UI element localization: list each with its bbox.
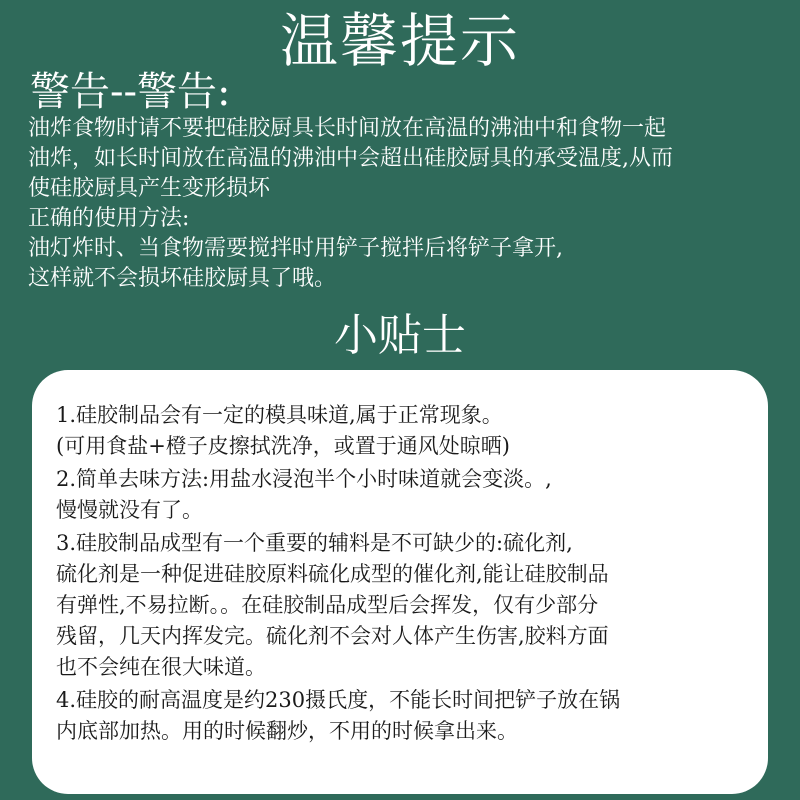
tip-line: 2.简单去味方法:用盐水浸泡半个小时味道就会变淡。, xyxy=(56,467,552,491)
tip-item-3 xyxy=(56,528,756,683)
tip-line: (可用食盐+橙子皮擦拭洗净，或置于通风处晾晒) xyxy=(56,434,510,458)
tip-line: 也不会纯在很大味道。 xyxy=(56,655,266,679)
page-title: 温馨提示 xyxy=(279,7,520,75)
tip-line: 1.硅胶制品会有一定的模具味道,属于正常现象。 xyxy=(56,403,503,427)
tip-item-2 xyxy=(56,464,756,526)
tip-line: 有弹性,不易拉断。。在硅胶制品成型后会挥发，仅有少部分 xyxy=(56,593,599,617)
warning-line: 油炸食物时请不要把硅胶厨具长时间放在高温的沸油中和食物一起 xyxy=(28,116,667,141)
tip-line: 3.硅胶制品成型有一个重要的辅料是不可缺少的:硫化剂, xyxy=(56,531,573,555)
usage-line: 油灯炸时、当食物需要搅拌时用铲子搅拌后将铲子拿开, xyxy=(28,236,563,261)
warning-heading: 警告--警告: xyxy=(30,69,231,115)
tips-list xyxy=(56,400,756,749)
tip-item-1 xyxy=(56,400,756,462)
tip-line: 4.硅胶的耐高温度是约230摄氏度，不能长时间把铲子放在锅 xyxy=(56,688,621,712)
tip-line: 硫化剂是一种促进硅胶原料硫化成型的催化剂,能让硅胶制品 xyxy=(56,562,609,586)
tip-line: 残留，几天内挥发完。硫化剂不会对人体产生伤害,胶料方面 xyxy=(56,624,609,648)
tips-card xyxy=(32,370,768,794)
tip-line: 内底部加热。用的时候翻炒，不用的时候拿出来。 xyxy=(56,719,518,743)
usage-heading: 正确的使用方法: xyxy=(28,206,190,231)
warning-body xyxy=(28,114,778,294)
warning-line: 油炸，如长时间放在高温的沸油中会超出硅胶厨具的承受温度,从而 xyxy=(28,146,673,171)
tips-title: 小贴士 xyxy=(334,310,466,361)
tip-line: 慢慢就没有了。 xyxy=(56,498,203,522)
warning-line: 使硅胶厨具产生变形损坏 xyxy=(28,176,271,201)
tip-item-4 xyxy=(56,685,756,747)
usage-line: 这样就不会损坏硅胶厨具了哦。 xyxy=(28,266,337,291)
